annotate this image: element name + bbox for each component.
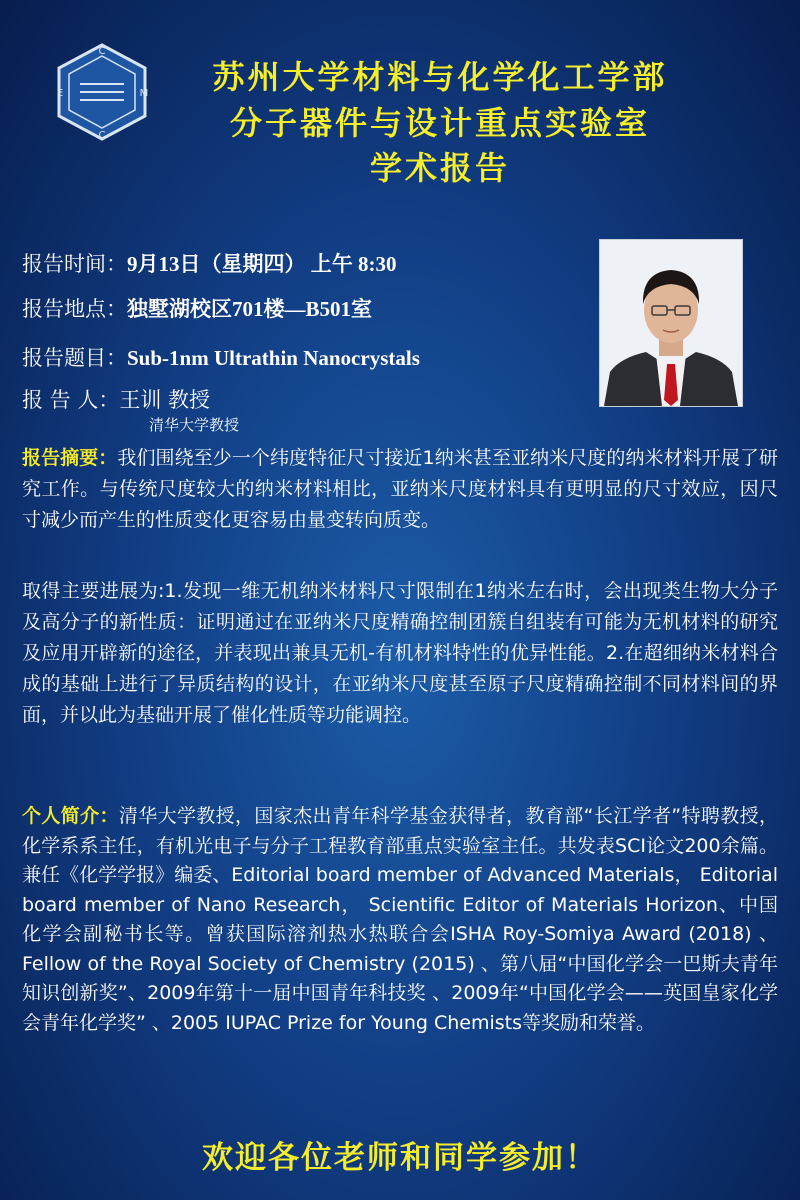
abstract-text: 我们围绕至少一个纬度特征尺寸接近1纳米甚至亚纳米尺度的纳米材料开展了研究工作。与传统尺度较大的纳米材料相比，亚纳米尺度材料具有更明显的尺寸效应，因尺寸减少而产生的性质变化更容易由量变转向质变。 [22, 447, 778, 531]
title-school: 苏州大学材料与化学化工学部 [212, 58, 668, 96]
speaker-label: 报 告 人： [22, 388, 120, 412]
info-speaker-row [22, 384, 210, 414]
speaker-portrait-icon [600, 240, 742, 406]
topic-label: 报告题目： [22, 346, 127, 370]
bio-label: 个人简介： [22, 805, 119, 827]
time-value: 9月13日（星期四） 上午 8:30 [127, 252, 397, 276]
speaker-affiliation: 清华大学教授 [149, 416, 240, 434]
info-place-row [22, 293, 372, 323]
progress-paragraph [22, 576, 778, 731]
progress-text: 取得主要进展为:1.发现一维无机纳米材料尺寸限制在1纳米左右时，会出现类生物大分子及高分子的新性质：证明通过在亚纳米尺度精确控制团簇自组装有可能为无机材料的研究及应用开辟新的途径，并表现出兼具无机-有机材料特性的优异性能。2.在超细纳米材料合成的基础上进行了异质结构的设计，在亚纳米尺度甚至原子尺度精确控制不同材料间的界面，并以此为基础开展了催化性质等功能调控。 [22, 580, 778, 726]
topic-value: Sub-1nm Ultrathin Nanocrystals [127, 346, 420, 370]
svg-text:C: C [98, 130, 106, 141]
place-label: 报告地点： [22, 297, 127, 321]
svg-text:E: E [56, 88, 64, 99]
speaker-value: 王训 教授 [119, 388, 211, 412]
info-time-row [22, 248, 397, 278]
abstract-label: 报告摘要： [22, 447, 118, 469]
title-report: 学术报告 [369, 149, 510, 187]
college-logo [52, 42, 152, 142]
welcome-text: 欢迎各位老师和同学参加！ [202, 1140, 598, 1176]
time-label: 报告时间： [22, 252, 127, 276]
speaker-photo [599, 239, 743, 407]
abstract-paragraph [22, 443, 778, 536]
title-lab: 分子器件与设计重点实验室 [229, 104, 650, 142]
svg-text:C: C [98, 46, 106, 57]
info-topic-row [22, 342, 420, 372]
bio-text: 清华大学教授，国家杰出青年科学基金获得者，教育部“长江学者”特聘教授，化学系系主任，有机光电子与分子工程教育部重点实验室主任。共发表SCI论文200余篇。兼任《化学学报》编委、Editorial board member of Advanced Materials， Editorial board member of Nano Research， Scientific Editor of Materials Horizon、中国化学会副秘书长等。曾获国际溶剂热水热联合会ISHA Roy-Somiya Award (2018) 、Fellow of the Royal Society of Chemistry (2015) 、第八届“中国化学会一巴斯夫青年知识创新奖”、2009年第十一届中国青年科技奖 、2009年“中国化学会——英国皇家化学会青年化学奖” 、2005 IUPAC Prize for Young Chemists等奖励和荣誉。 [22, 805, 778, 1034]
svg-text:M: M [139, 88, 149, 99]
place-value: 独墅湖校区701楼—B501室 [127, 297, 373, 321]
bio-paragraph [22, 802, 778, 1038]
hexagon-college-logo-icon [52, 42, 152, 142]
